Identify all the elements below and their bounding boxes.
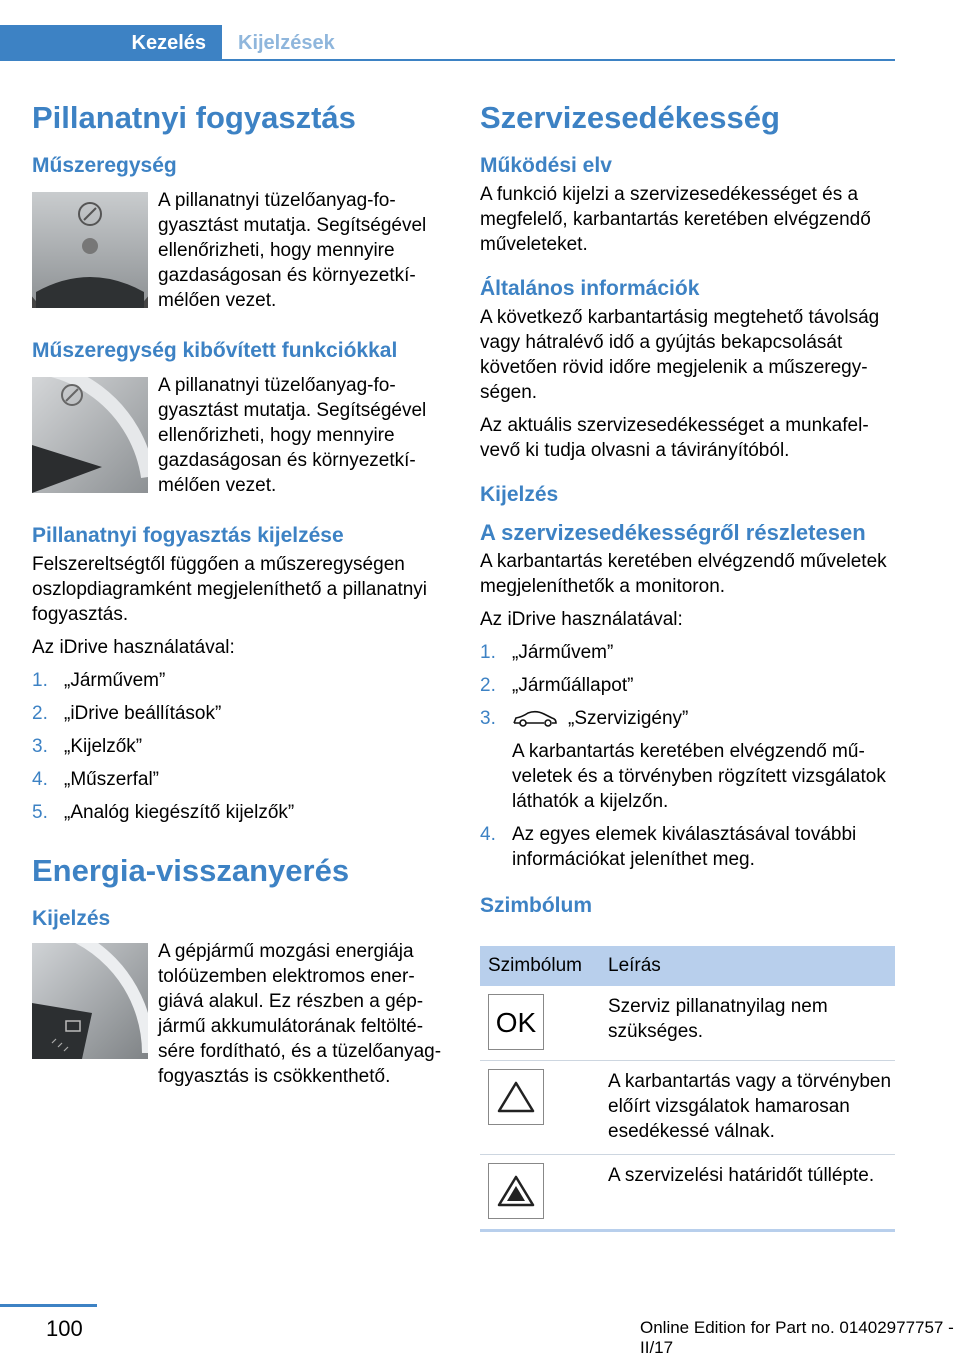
edition-text: Online Edition for Part no. 01402977757 - II/17	[640, 1318, 954, 1357]
list-text: „iDrive beállítások”	[64, 703, 222, 724]
instrument-block-3	[32, 939, 452, 1089]
list-number: 4.	[32, 769, 48, 790]
ok-label: OK	[495, 1006, 537, 1038]
list-item	[32, 668, 452, 693]
ok-icon	[488, 994, 544, 1050]
table-row	[480, 986, 895, 1061]
paragraph-funkcio: A funkció kijelzi a szervizesedékességet és a megfelelő, karbantartás keretében elvégzendő műveleteket.	[480, 184, 871, 255]
list-number: 5.	[32, 802, 48, 823]
right-column	[480, 98, 895, 1232]
instrument-block-1	[32, 188, 452, 313]
text-gauge-2: A pillanatnyi tüzelőanyag-fogyasztást mutatja. Segítségével ellenőrizheti, hogy mennyire gazdaságosan és környezetkímélően vezet.	[158, 375, 427, 496]
paragraph-idrive: Az iDrive használatával:	[32, 637, 235, 658]
page-number: 100	[46, 1316, 83, 1341]
warning-triangle-outline-icon	[488, 1069, 544, 1125]
subheading-mukodesi-elv: Működési elv	[480, 154, 612, 177]
text-gauge-1: A pillanatnyi tüzelőanyag-fogyasztást mutatja. Segítségével ellenőrizheti, hogy mennyire gazdaságosan és környezetkímélően vezet.	[158, 190, 427, 311]
extended-gauge-image	[32, 377, 148, 493]
instrument-block-2	[32, 373, 452, 498]
list-number: 2.	[480, 675, 496, 696]
list-item	[480, 640, 895, 665]
section-title-pillanatnyi-fogyasztas: Pillanatnyi fogyasztás	[32, 100, 356, 135]
subheading-reszletesen: A szervizesedékességről részletesen	[480, 520, 866, 545]
subheading-kijelzes-right: Kijelzés	[480, 483, 559, 506]
header-divider	[222, 59, 895, 61]
list-extra-text: A karbantartás keretében elvégzendő műveletek és a törvényben rögzített vizsgálatok láthatók a kijelzőn.	[512, 741, 886, 812]
table-header-row	[480, 946, 895, 986]
subheading-muszeregyseg-kibovitett: Műszeregység kibővített funkciókkal	[32, 339, 398, 362]
list-text: „Szervizigény”	[568, 708, 689, 729]
paragraph-aktualis: Az aktuális szervizesedékességet a munkafelvevő ki tudja olvasni a távirányítóból.	[480, 415, 869, 461]
list-text: Az egyes elemek kiválasztásával további információkat jeleníthet meg.	[512, 824, 857, 870]
list-number: 2.	[32, 703, 48, 724]
list-item	[32, 734, 452, 759]
table-row	[480, 1155, 895, 1231]
list-text: „Járművem”	[512, 642, 614, 663]
subheading-kijelzes-left: Kijelzés	[32, 907, 111, 930]
paragraph-kovetkezo: A következő karbantartásig megtehető távolság vagy hátralévő idő a gyújtás bekapcsolását követően rövid időre megjelenik a műszeregységen.	[480, 307, 880, 403]
list-number: 3.	[480, 708, 496, 729]
list-text: „Járműállapot”	[512, 675, 634, 696]
symbol-cell	[480, 986, 600, 1061]
warning-triangle-filled-icon	[488, 1163, 544, 1219]
symbol-table	[480, 946, 895, 1232]
list-text: „Járművem”	[64, 670, 166, 691]
list-number: 1.	[480, 642, 496, 663]
footer-divider	[0, 1304, 97, 1307]
section-title-szerviz: Szervizesedékesség	[480, 100, 780, 135]
subheading-muszeregyseg: Műszeregység	[32, 154, 177, 177]
list-item	[480, 673, 895, 698]
subheading-altalanos: Általános információk	[480, 277, 700, 300]
consumption-gauge-image	[32, 192, 148, 308]
list-number: 3.	[32, 736, 48, 757]
col-header-description: Leírás	[600, 946, 895, 986]
left-column	[32, 98, 452, 1089]
tab-kijelzesek[interactable]: Kijelzések	[238, 31, 335, 54]
steps-list-left	[32, 668, 452, 825]
list-number: 4.	[480, 824, 496, 845]
symbol-cell	[480, 1155, 600, 1231]
subheading-szimbolum: Szimbólum	[480, 894, 593, 917]
description-cell: A szervizelési határidőt túllépte.	[600, 1155, 895, 1231]
tab-kezeles[interactable]: Kezelés	[0, 25, 222, 61]
list-number: 1.	[32, 670, 48, 691]
car-icon	[512, 709, 558, 729]
col-header-symbol: Szimbólum	[480, 946, 600, 986]
description-cell: A karbantartás vagy a törvényben előírt vizsgálatok hamarosan esedékessé válnak.	[600, 1061, 895, 1155]
list-text: „Kijelzők”	[64, 736, 143, 757]
list-text: „Műszerfal”	[64, 769, 160, 790]
list-item	[480, 822, 895, 872]
paragraph-idrive-right: Az iDrive használatával:	[480, 609, 683, 630]
list-item	[480, 706, 895, 814]
symbol-cell	[480, 1061, 600, 1155]
energy-gauge-image	[32, 943, 148, 1059]
paragraph-karbantartas: A karbantartás keretében elvégzendő műveletek megjeleníthetők a monitoron.	[480, 551, 887, 597]
text-energia: A gépjármű mozgási energiája tolóüzemben elektromos energiává alakul. Ez részben a gépjármű akkumulátorának feltöltésére fordítható, és a tüzelőanyag-fogyasztás is csökkenthető.	[158, 941, 442, 1087]
list-item	[32, 767, 452, 792]
list-item	[32, 701, 452, 726]
description-cell: Szerviz pillanatnyilag nem szükséges.	[600, 986, 895, 1061]
list-text: „Analóg kiegészítő kijelzők”	[64, 802, 295, 823]
steps-list-right	[480, 640, 895, 872]
subheading-kijelzese: Pillanatnyi fogyasztás kijelzése	[32, 524, 344, 547]
table-row	[480, 1061, 895, 1155]
section-title-energia: Energia-visszanyerés	[32, 853, 350, 888]
list-item	[32, 800, 452, 825]
paragraph-felszereltseg: Felszereltségtől függően a műszeregységen oszlopdiagramként megjeleníthető a pillanatnyi fogyasztás.	[32, 554, 428, 625]
